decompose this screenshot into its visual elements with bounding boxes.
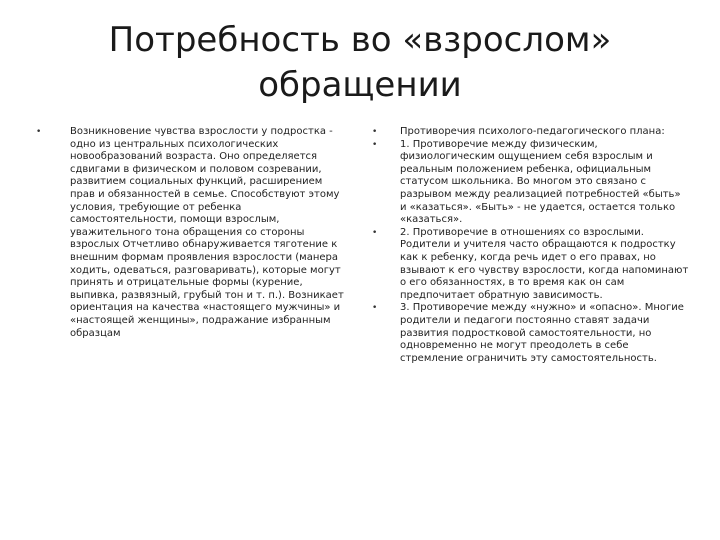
- list-item: [372, 302, 690, 365]
- slide-title: Потребность во «взрослом» обращении: [108, 20, 612, 105]
- list-item: [36, 126, 348, 340]
- list-item-text: 3. Противоречие между «нужно» и «опасно». Многие родители и педагоги постоянно ставят задачи развития подростковой самостоятельности, но одновременно не могут преодолеть в себе стремление ограничить эту самостоятельность.: [400, 302, 684, 364]
- list-item-text: Противоречия психолого-педагогического плана:: [400, 126, 665, 137]
- list-item: [372, 126, 690, 139]
- bullet-icon: •: [372, 303, 378, 314]
- bullet-icon: •: [372, 227, 378, 238]
- bullet-icon: •: [372, 139, 378, 150]
- list-item-text: 1. Противоречие между физическим, физиологическим ощущением себя взрослым и реальным положением ребенка, официальным статусом школьника. Во многом это связано с разрывом между реализацией потребностей «быть» и «казаться». «Быть» - не удается, остается только «казаться».: [400, 138, 681, 226]
- list-item-text: Возникновение чувства взрослости у подростка - одно из центральных психологических новообразований возраста. Оно определяется сдвигами в физическом и половом созревании, развитием социальных функций, расширением прав и обязанностей в семье. Способствуют этому условия, требующие от ребенка самостоятельности, помощи взрослым, уважительного тона обращения со стороны взрослых Отчетливо обнаруживается тяготение к внешним формам проявления взрослости (манера ходить, одеваться, разговаривать), которые могут принять и отрицательные формы (курение, выпивка, развязный, грубый тон и т. п.). Возникает ориентация на качества «настоящего мужчины» и «настоящей женщины», подражание избранным образцам: [70, 126, 344, 339]
- list-item-text: 2. Противоречие в отношениях со взрослыми. Родители и учителя часто обращаются к подростку как к ребенку, когда речь идет о его правах, но взывают к его чувству взрослости, когда напоминают о его обязанностях, в то время как он сам предпочитает обратную зависимость.: [400, 226, 689, 301]
- list-item: [372, 139, 690, 227]
- list-item: [372, 227, 690, 303]
- bullet-icon: •: [372, 127, 378, 137]
- right-column: [372, 126, 690, 365]
- left-column: [36, 126, 348, 340]
- bullet-icon: •: [36, 127, 42, 137]
